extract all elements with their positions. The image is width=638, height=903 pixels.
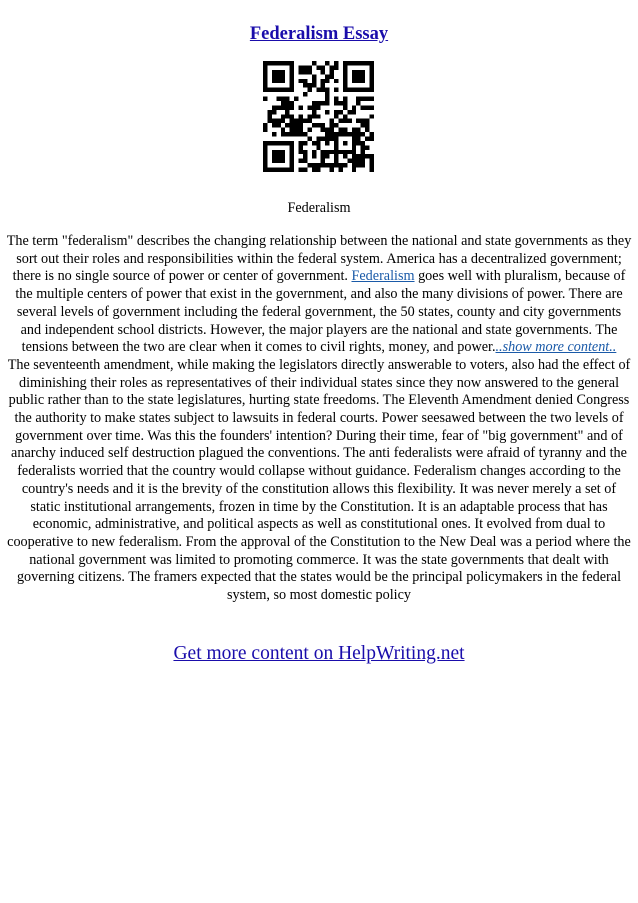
paragraph-1-text-a: The term "federalism" describes the changing relationship between the national and state governments as they sort out their roles and responsibilities within the federal system. America has a decentralized government; there is no single source of power or center of government. — [6, 233, 632, 285]
federalism-link[interactable]: Federalism — [351, 268, 415, 285]
essay-heading: Federalism — [287, 200, 351, 216]
title-link[interactable]: Federalism Essay — [249, 24, 389, 44]
paragraph-1-text-b: goes well with pluralism, because of the multiple centers of power that exist in the government, and also the many divisions of power. There are several levels of government including the federal government, the 50 states, county and city governments and independent school districts. However, the major players are the national and state governments. The tensions between the two are clear when it comes to civil rights, money, and power. — [15, 268, 626, 356]
cta-banner — [0, 643, 638, 665]
qr-code-icon — [263, 61, 374, 172]
paragraph-2: The seventeenth amendment, while making the legislators directly answerable to voters, also had the effect of diminishing their roles as representatives of their individual states since they now answered to the general public rather than to the state legislatures, hurting state freedoms. The Eleventh Amendment denied Congress the authority to make states subject to lawsuits in federal courts. Power seesawed between the two levels of government over time. Was this the founders' intention? During their time, fear of "big government" and of anarchy induced self destruction plagued the conventions. The anti federalists were afraid of tyranny and the federalists worried that the country would collapse without guidance. Federalism changes according to the country's needs and it is the brevity of the constitution allows this flexibility. It was never merely a set of static institutional arrangements, frozen in time by the Constitution. It is an adaptable process that has economic, administrative, and political aspects as well as constitutional ones. It evolved from dual to cooperative to new federalism. From the approval of the Constitution to the New Deal was a period where the national government was limited to promoting commerce. It was the state governments that dealt with governing citizens. The framers expected that the states would be the principal policymakers in the federal system, so most domestic policy — [7, 356, 631, 604]
document-title — [0, 24, 638, 45]
essay-body — [6, 233, 632, 605]
cta-link[interactable]: Get more content on HelpWriting.net — [173, 643, 465, 664]
paragraph-1 — [6, 233, 632, 357]
show-more-link[interactable]: ..show more content.. — [495, 339, 617, 356]
